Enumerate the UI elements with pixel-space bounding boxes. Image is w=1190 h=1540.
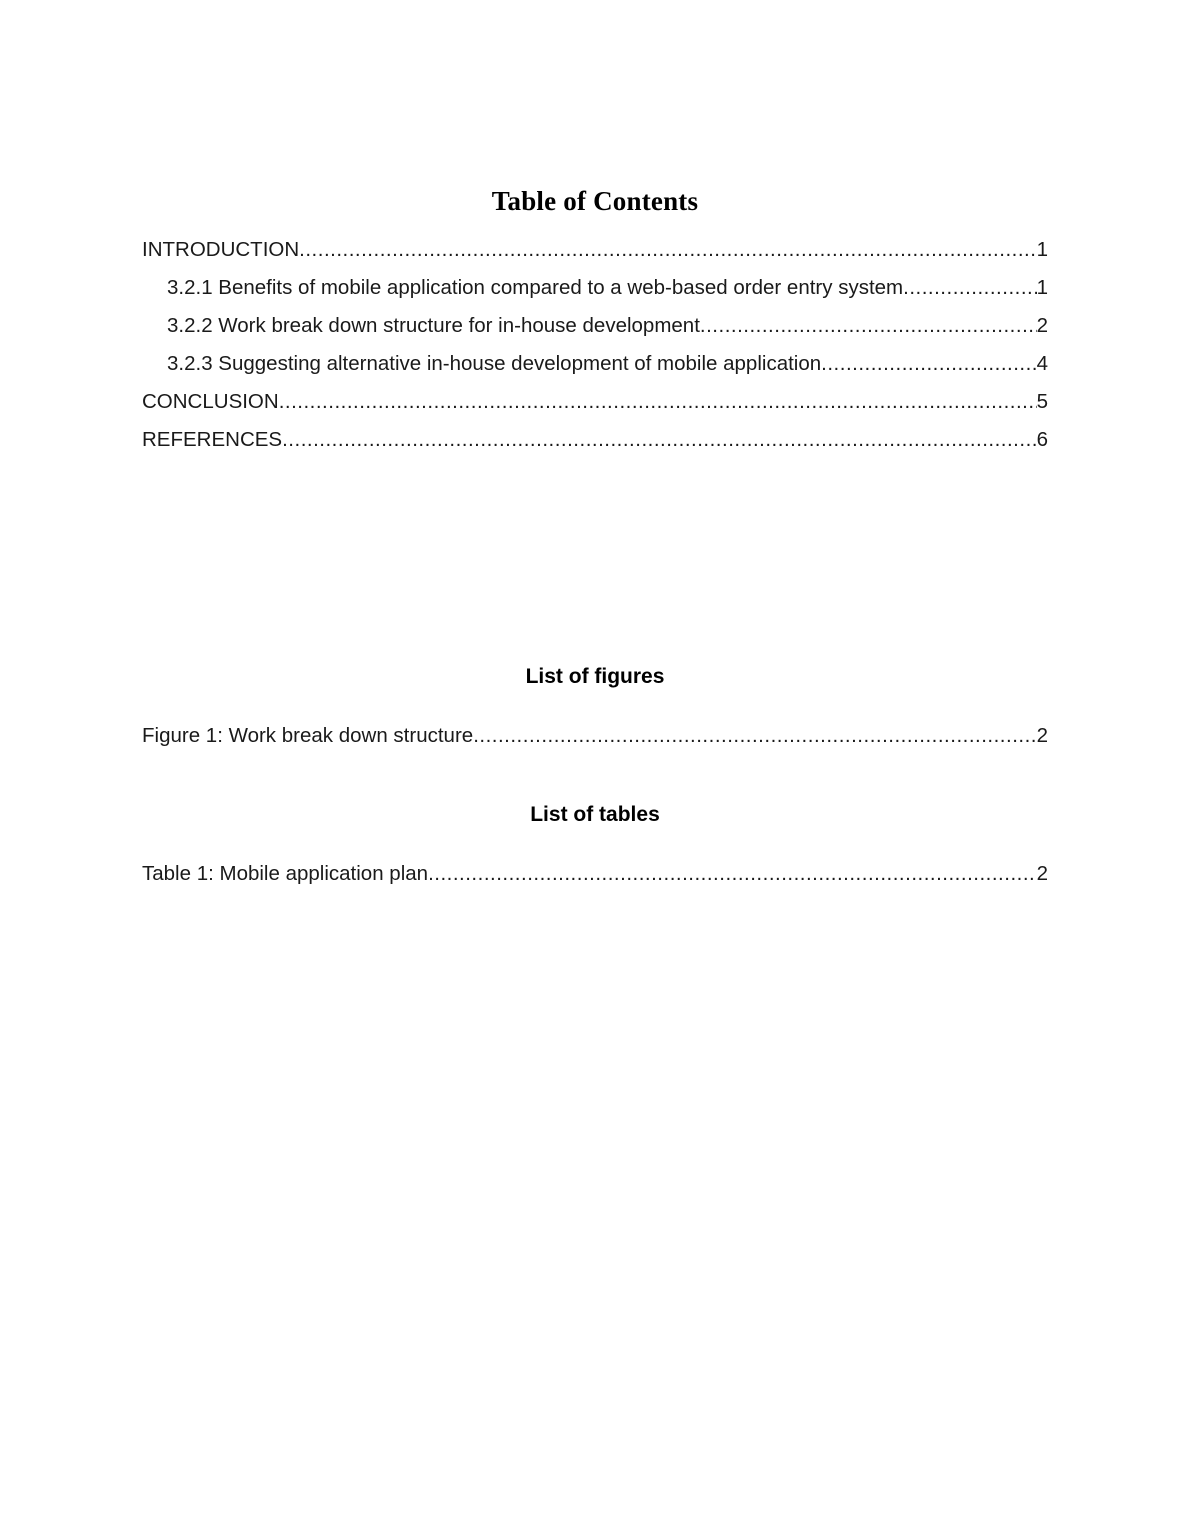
toc-entry: [142, 383, 1048, 421]
table-entry: [142, 855, 1048, 893]
dot-leader: [428, 855, 1037, 893]
dot-leader: [473, 717, 1036, 755]
dot-leader: [903, 269, 1036, 307]
toc-entry: [142, 345, 1048, 383]
toc-entry-label: INTRODUCTION: [142, 238, 300, 261]
table-entry-page: 2: [1036, 862, 1048, 885]
toc-entry-label: 3.2.3 Suggesting alternative in-house development of mobile application: [167, 352, 822, 375]
toc-entry: [142, 231, 1048, 269]
list-of-tables-title: List of tables: [530, 803, 660, 826]
toc-entry-page: 1: [1036, 276, 1048, 299]
toc-entry-page: 1: [1036, 238, 1048, 261]
figure-entry-label: Figure 1: Work break down structure: [142, 724, 474, 747]
dot-leader: [282, 421, 1036, 459]
toc-entry-page: 4: [1036, 352, 1048, 375]
table-of-contents: [142, 231, 1048, 459]
list-of-figures-title: List of figures: [525, 665, 665, 688]
toc-entry-page: 5: [1036, 390, 1048, 413]
figure-entry-page: 2: [1036, 724, 1048, 747]
dot-leader: [700, 307, 1037, 345]
toc-entry-page: 2: [1036, 314, 1048, 337]
dot-leader: [279, 383, 1037, 421]
table-entry-label: Table 1: Mobile application plan: [142, 862, 429, 885]
dot-leader: [821, 345, 1036, 383]
dot-leader: [299, 231, 1036, 269]
toc-entry-page: 6: [1036, 428, 1048, 451]
toc-entry-label: 3.2.1 Benefits of mobile application compared to a web-based order entry system: [167, 276, 904, 299]
figure-entry: [142, 717, 1048, 755]
toc-entry-label: CONCLUSION: [142, 390, 279, 413]
list-of-tables: [142, 855, 1048, 893]
toc-title: Table of Contents: [491, 186, 699, 216]
toc-entry-label: REFERENCES: [142, 428, 283, 451]
toc-entry: [142, 269, 1048, 307]
toc-entry-label: 3.2.2 Work break down structure for in-house development: [167, 314, 700, 337]
toc-entry: [142, 307, 1048, 345]
toc-entry: [142, 421, 1048, 459]
list-of-figures: [142, 717, 1048, 755]
